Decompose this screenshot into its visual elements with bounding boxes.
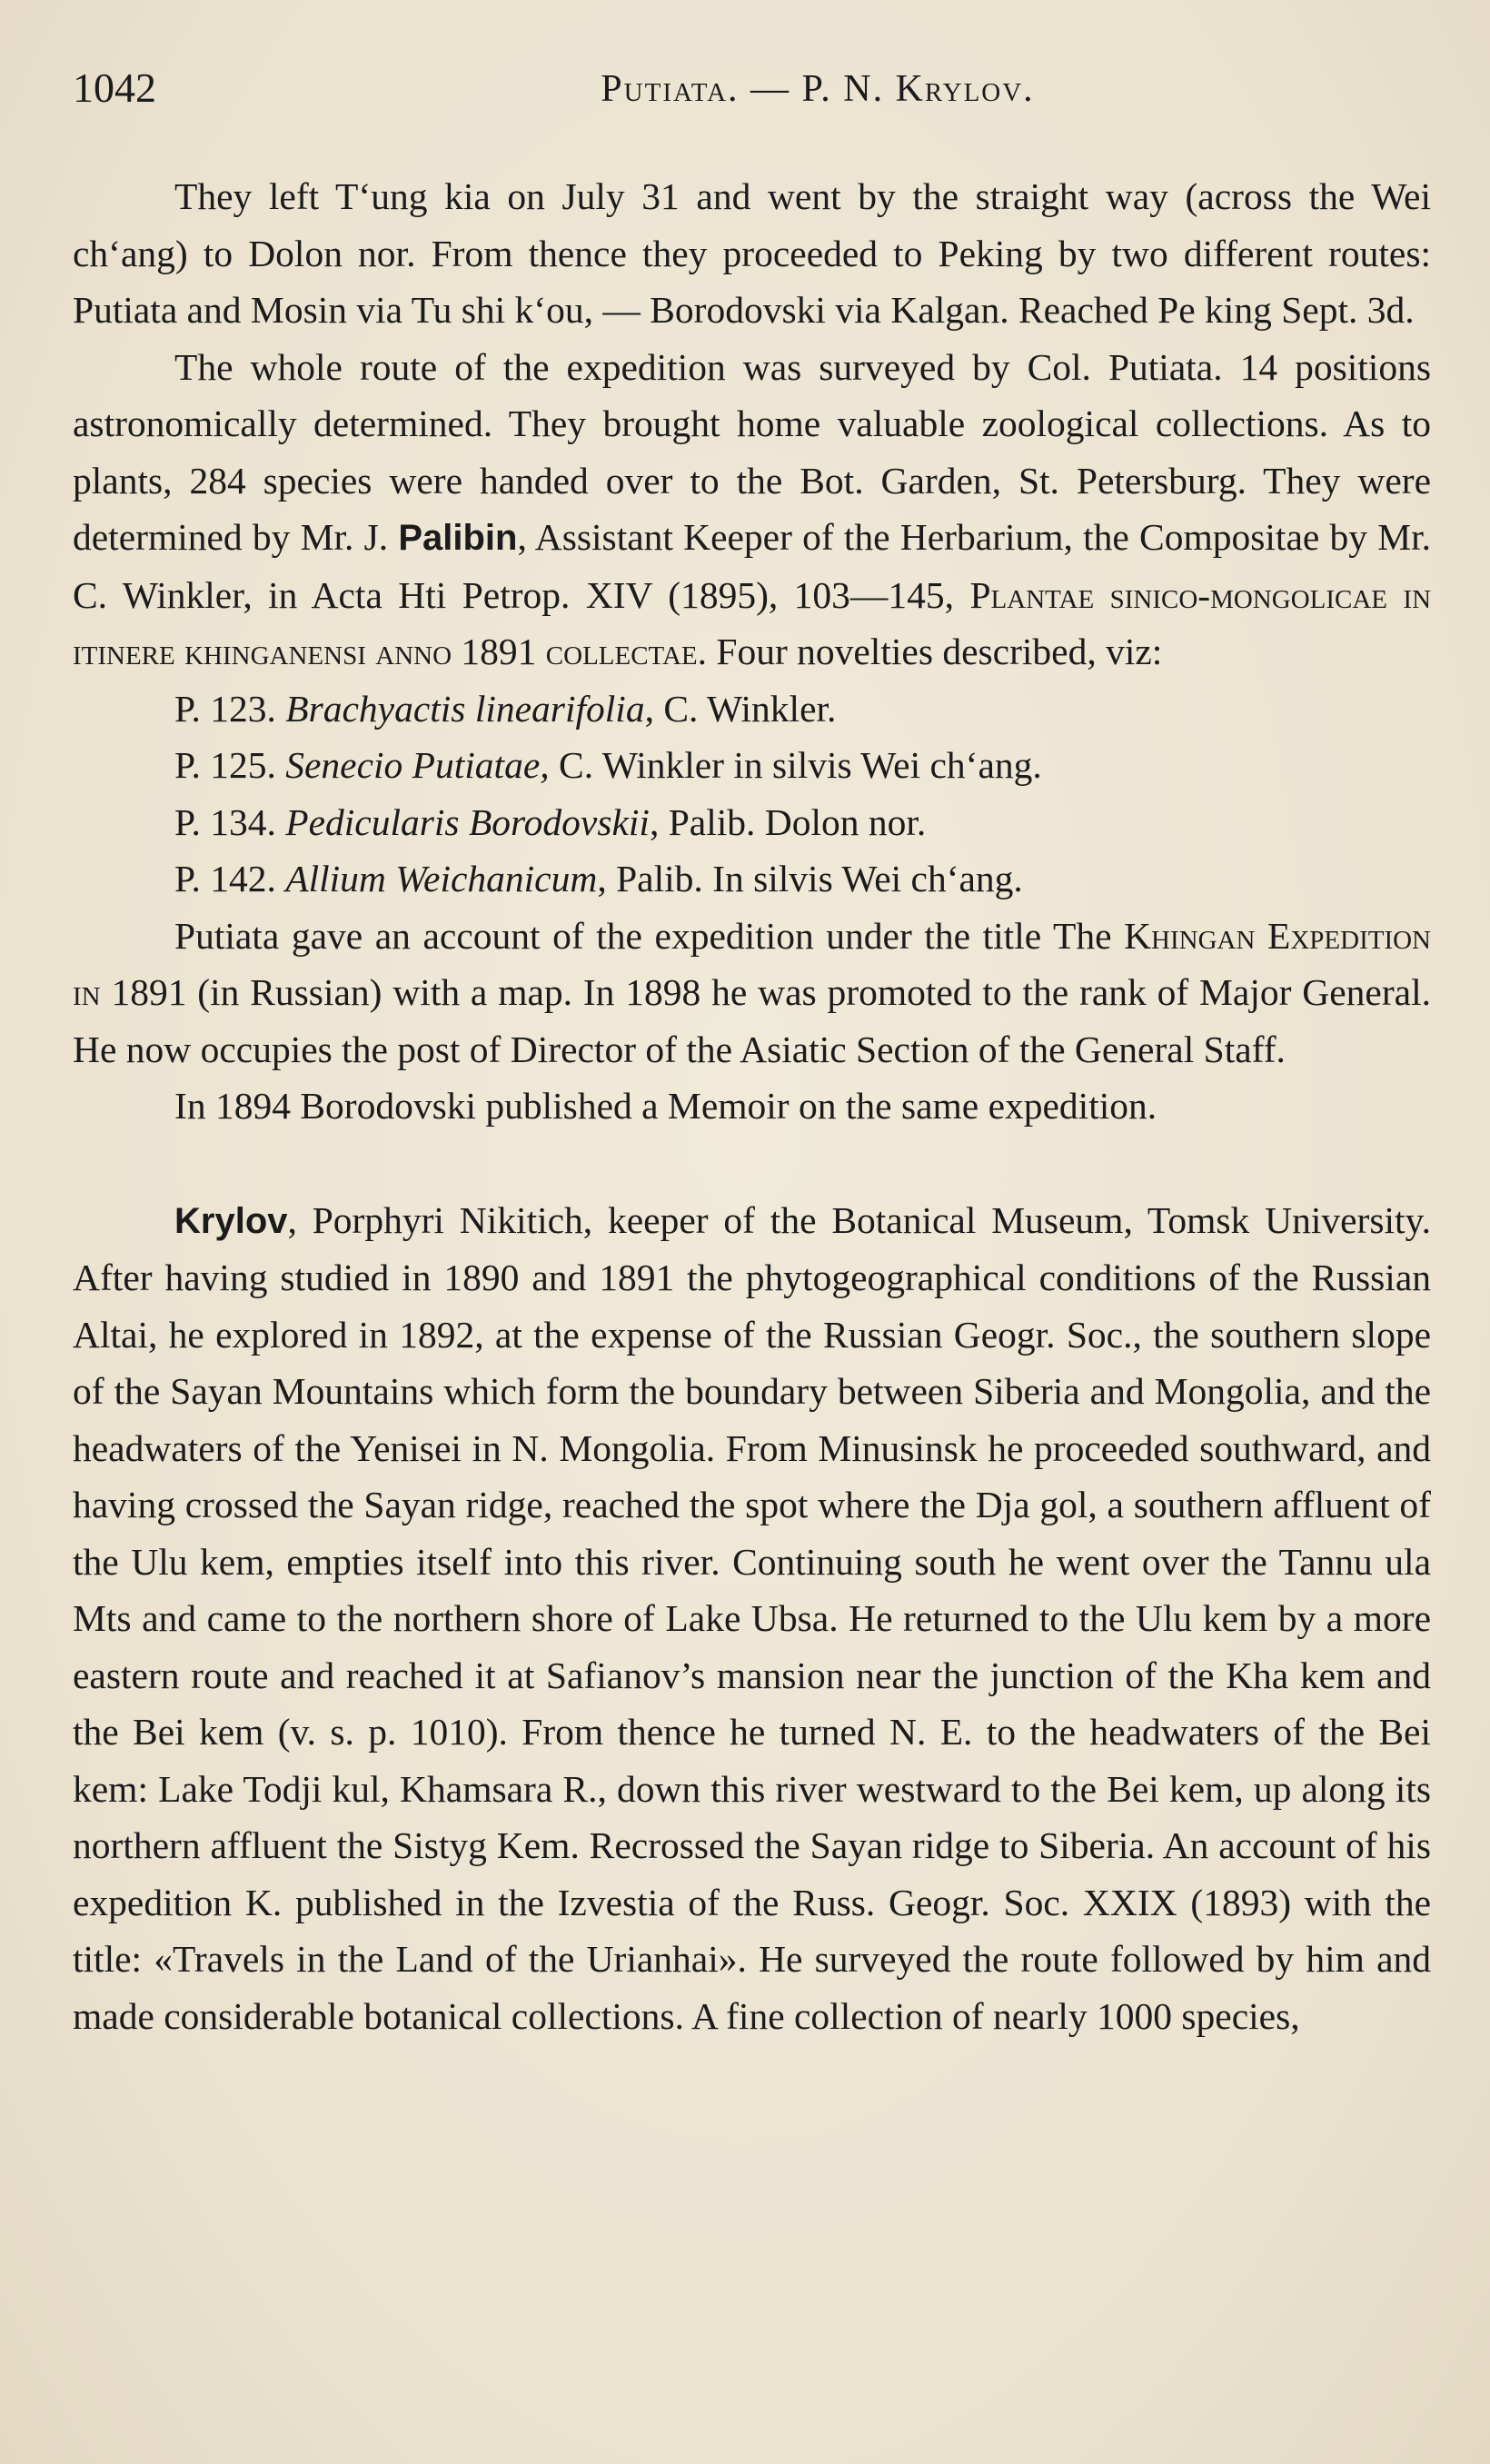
text-segment: . Four novelties described, viz: <box>697 631 1163 672</box>
species-item <box>73 850 1431 908</box>
running-head: Putiata. — P. N. Krylov. <box>601 68 1035 110</box>
species-detail: , Palib. Dolon nor. <box>649 800 927 843</box>
species-name: Pedicularis Borodovskii <box>285 800 650 843</box>
species-page: P. 123. <box>174 687 276 730</box>
species-detail: , C. Winkler. <box>644 687 837 730</box>
paragraph-memoir: In 1894 Borodovski published a Memoir on the same expedition. <box>174 1085 1157 1127</box>
species-list <box>73 681 1431 908</box>
publication-title-end: collectae <box>545 631 698 672</box>
species-name: Allium Weichanicum <box>285 858 598 899</box>
species-item <box>73 681 1431 738</box>
page-number: 1042 <box>73 65 156 111</box>
paragraph-account <box>73 908 1431 1078</box>
page-header <box>73 64 1435 136</box>
work-title: Khingan Expedition in <box>73 914 1431 1013</box>
publication-title: Plantae sinico-mongolicae in itinere khinganensi anno <box>73 573 1432 672</box>
text-segment: , Assistant Keeper of the Herbarium, the Compositae by Mr. C. Winkler, in Acta Hti Petrop. XIV (1895), 103—145, <box>73 516 1432 616</box>
body-text <box>73 168 1431 2044</box>
species-name: Brachyactis linearifolia <box>285 687 645 730</box>
species-item <box>73 794 1431 851</box>
text-segment: , Porphyri Nikitich, keeper of the Botanical Museum, Tomsk University. After having studied in 1890 and 1891 the phytogeographical conditions of the Russian Altai, he explored in 1892, at the expense of the Russian Geogr. Soc., the southern slope of the Sayan Mountains which form the boundary between Siberia and Mongolia, and the headwaters of the Yenisei in N. Mongolia. From Minusinsk he proceeded southward, and having crossed the Sayan ridge, reached the spot where the Dja gol, a southern affluent of the Ulu kem, empties itself into this river. Continuing south he went over the Tannu ula Mts and came to the northern shore of Lake Ubsa. He returned to the Ulu kem by a more eastern route and reached it at Safianov’s mansion near the junction of the Kha kem and the Bei kem (v. s. p. 1010). From thence he turned N. E. to the headwaters of the Bei kem: Lake Todji kul, Khamsara R., down this river westward to the Bei kem, up along its northern affluent the Sistyg Kem. Recrossed the Sayan ridge to Siberia. An account of his expedition K. published in the Izvestia of the Russ. Geogr. Soc. XXIX (1893) with the title: «Travels in the Land of the Urianhai». He surveyed the route followed by him and made considerable botanical collections. A fine collection of nearly 1000 species, <box>73 1198 1431 2037</box>
text-segment: 1891 (in Russian) with a map. In 1898 he was promoted to the rank of Major General. He now occupies the post of Director of the Asiatic Section of the General Staff. <box>73 971 1431 1070</box>
species-detail: C. Winkler in silvis Wei chʻang. <box>549 744 1042 786</box>
species-name: Senecio Putiatae, <box>285 744 550 786</box>
text-segment: The whole route of the expedition was surveyed by Col. Putiata. 14 positions astronomically determined. They brought home valuable zoological collections. As to plants, 284 species were handed over to the Bot. Garden, St. Petersburg. They were determined by Mr. J. <box>73 345 1431 558</box>
species-detail: , Palib. In silvis Wei chʻang. <box>597 858 1023 899</box>
publication-year: 1891 <box>452 631 546 672</box>
entry-name-krylov: Krylov <box>174 1200 288 1241</box>
person-name-palibin: Palibin <box>398 518 518 558</box>
species-page: P. 134. <box>174 800 276 843</box>
text-segment: Putiata gave an account of the expedition under the title The <box>174 914 1125 957</box>
paragraph-survey <box>73 339 1431 681</box>
species-page: P. 125. <box>174 744 276 786</box>
species-item <box>73 737 1431 794</box>
paragraph-route: They left Tʻung kia on July 31 and went by the straight way (across the Wei chʻang) to Dolon nor. From thence they proceeded to Peking by two different routes: Putiata and Mosin via Tu shi kʻou, — Borodovski via Kalgan. Reached Pe king Sept. 3d. <box>73 175 1431 331</box>
paragraph-krylov <box>73 1192 1431 2045</box>
species-page: P. 142. <box>174 858 276 899</box>
